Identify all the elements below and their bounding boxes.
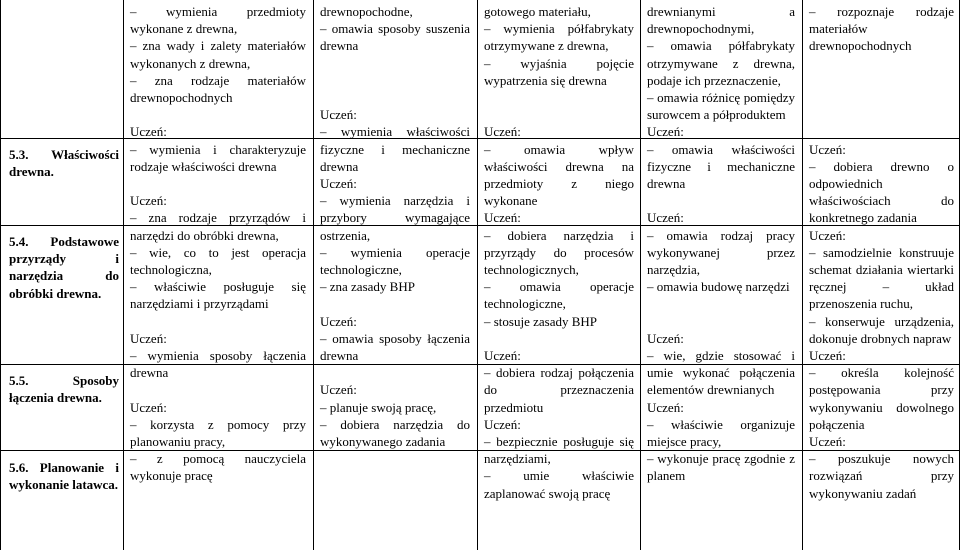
student-label: Uczeń:	[809, 347, 846, 363]
continued-text: – wymienia przedmioty wykonane z drewna,	[130, 4, 306, 37]
requirement-item: – zna zasady BHP	[320, 279, 415, 295]
requirement-item: – omawia właściwości fizyczne i mechaniczne drewna	[647, 141, 795, 192]
spacer	[809, 106, 954, 123]
requirement-item: – dobiera narzędzia do wykonywanego zadania	[320, 416, 470, 449]
requirement-item: – umie właściwie zaplanować swoją pracę	[484, 468, 634, 501]
requirement-item: – wie, co to jest operacja technologiczna,	[130, 244, 306, 278]
grade-column-2	[320, 3, 470, 450]
requirement-item: – wymienia sposoby łączenia drewna	[130, 348, 306, 381]
student-label: Uczeń:	[130, 399, 167, 415]
requirement-item: – stosuje zasady BHP	[484, 313, 598, 329]
student-label: Uczeń:	[484, 210, 521, 226]
requirement-item: – właściwie posługuje się narzędziami i przyrządami	[130, 279, 306, 312]
section-label: 5.6. Planowanie i wykonanie latawca.	[9, 460, 119, 493]
grade-column-5	[809, 3, 954, 502]
column-divider	[640, 0, 641, 550]
spacer	[484, 89, 634, 106]
student-label: Uczeń:	[809, 434, 846, 449]
grade-column-4	[647, 3, 795, 485]
requirement-item: – korzysta z pomocy przy planowaniu pracy,	[130, 416, 306, 450]
student-label: Uczeń:	[647, 330, 684, 346]
student-label: Uczeń:	[320, 107, 357, 123]
spacer	[320, 55, 470, 72]
student-label: Uczeń:	[647, 399, 684, 415]
requirement-item: – dobiera drewno o odpowiednich właściwościach do konkretnego zadania	[809, 158, 954, 226]
section-label: 5.3. Właściwości drewna.	[9, 147, 119, 180]
student-label: Uczeń:	[647, 210, 684, 226]
requirement-item: – wykonuje pracę zgodnie z planem	[647, 451, 795, 484]
spacer	[130, 313, 306, 330]
requirement-item: – wie, gdzie stosować i umie wykonać połączenia elementów drewnianych	[647, 348, 795, 398]
student-label: Uczeń:	[809, 227, 846, 243]
requirement-item: – określa kolejność postępowania przy wykonywaniu dowolnego połączenia	[809, 365, 954, 432]
student-label: Uczeń:	[484, 348, 521, 364]
student-label: Uczeń:	[130, 193, 167, 209]
requirement-item: – planuje swoją pracę,	[320, 399, 437, 415]
section-label: 5.5. Sposoby łączenia drewna.	[9, 373, 119, 406]
requirement-item: – wymienia operacje technologiczne,	[320, 244, 470, 277]
student-label: Uczeń:	[320, 382, 357, 398]
student-label: Uczeń:	[809, 141, 846, 157]
student-label: Uczeń:	[320, 313, 357, 329]
student-label: Uczeń:	[130, 124, 167, 140]
spacer	[809, 89, 954, 106]
requirement-item: – omawia wpływ właściwości drewna na przedmioty z niego wykonane	[484, 141, 634, 209]
requirement-item: – wyjaśnia pojęcie wypatrzenia się drewna	[484, 55, 634, 88]
spacer	[809, 72, 954, 89]
requirement-item: – omawia różnicę pomiędzy surowcem a półproduktem	[647, 90, 795, 123]
grade-column-3	[484, 3, 634, 502]
requirement-item: – właściwie organizuje miejsce pracy,	[647, 416, 795, 450]
requirement-item: – poszukuje nowych rozwiązań przy wykonywaniu zadań	[809, 451, 954, 501]
student-label: Uczeń:	[130, 330, 167, 346]
column-divider	[477, 0, 478, 550]
requirement-item: – omawia operacje technologiczne,	[484, 279, 634, 312]
student-label: Uczeń:	[484, 416, 521, 432]
requirement-item: – zna wady i zalety materiałów wykonanych z drewna,	[130, 38, 306, 71]
requirement-item: – bezpiecznie posługuje się narzędziami,	[484, 434, 634, 467]
spacer	[130, 381, 306, 398]
grade-column-1	[130, 3, 306, 485]
spacer	[130, 175, 306, 192]
continued-text: – rozpoznaje rodzaje materiałów drewnopochodnych	[809, 4, 954, 54]
spacer	[320, 72, 470, 89]
spacer	[320, 364, 470, 381]
requirement-item: – samodzielnie konstruuje schemat działania wiertarki ręcznej – układ przenoszenia ruchu,	[809, 244, 954, 312]
spacer	[484, 330, 634, 347]
spacer	[320, 295, 470, 312]
requirement-item: – wymienia półfabrykaty otrzymywane z drewna,	[484, 21, 634, 54]
student-label: Uczeń:	[484, 124, 521, 140]
table-border-left	[0, 0, 1, 550]
spacer	[809, 123, 954, 140]
spacer	[647, 192, 795, 209]
spacer	[130, 106, 306, 123]
requirement-item: – dobiera rodzaj połączenia do przeznaczenia przedmiotu	[484, 365, 634, 415]
requirement-item: – omawia sposoby suszenia drewna	[320, 21, 470, 54]
continued-text: gotowego materiału,	[484, 4, 591, 19]
spacer	[647, 313, 795, 330]
column-divider	[802, 0, 803, 550]
column-divider	[123, 0, 124, 550]
requirement-item: – wymienia i charakteryzuje rodzaje właściwości drewna	[130, 141, 306, 174]
section-label: 5.4. Podstawowe przyrządy i narzędzia do obróbki drewna.	[9, 234, 119, 301]
spacer	[809, 55, 954, 72]
requirement-item: – wymienia właściwości fizyczne i mechaniczne drewna	[320, 124, 470, 174]
requirement-item: – omawia budowę narzędzi	[647, 279, 790, 295]
student-label: Uczeń:	[320, 175, 357, 191]
requirement-item: – zna rodzaje przyrządów i narzędzi do obróbki drewna,	[130, 210, 306, 243]
requirement-item: – wymienia narzędzia i przybory wymagające ostrzenia,	[320, 193, 470, 243]
requirement-item: – omawia półfabrykaty otrzymywane z drewna, podaje ich przeznaczenie,	[647, 38, 795, 88]
requirement-item: – omawia rodzaj pracy wykonywanej przez narzędzia,	[647, 227, 795, 278]
continued-text: drewnopochodne,	[320, 4, 413, 19]
continued-text: drewnianymi a drewnopochodnymi,	[647, 4, 795, 37]
requirement-item: – dobiera narzędzia i przyrządy do procesów technologicznych,	[484, 227, 634, 278]
spacer	[647, 295, 795, 312]
spacer	[484, 106, 634, 123]
student-label: Uczeń:	[647, 124, 684, 140]
spacer	[320, 89, 470, 106]
requirement-item: – omawia sposoby łączenia drewna	[320, 330, 470, 363]
requirement-item: – konserwuje urządzenia, dokonuje drobnych napraw	[809, 313, 954, 346]
requirement-item: – zna rodzaje materiałów drewnopochodnych	[130, 72, 306, 106]
requirement-item: – z pomocą nauczyciela wykonuje pracę	[130, 451, 306, 484]
column-divider	[313, 0, 314, 550]
